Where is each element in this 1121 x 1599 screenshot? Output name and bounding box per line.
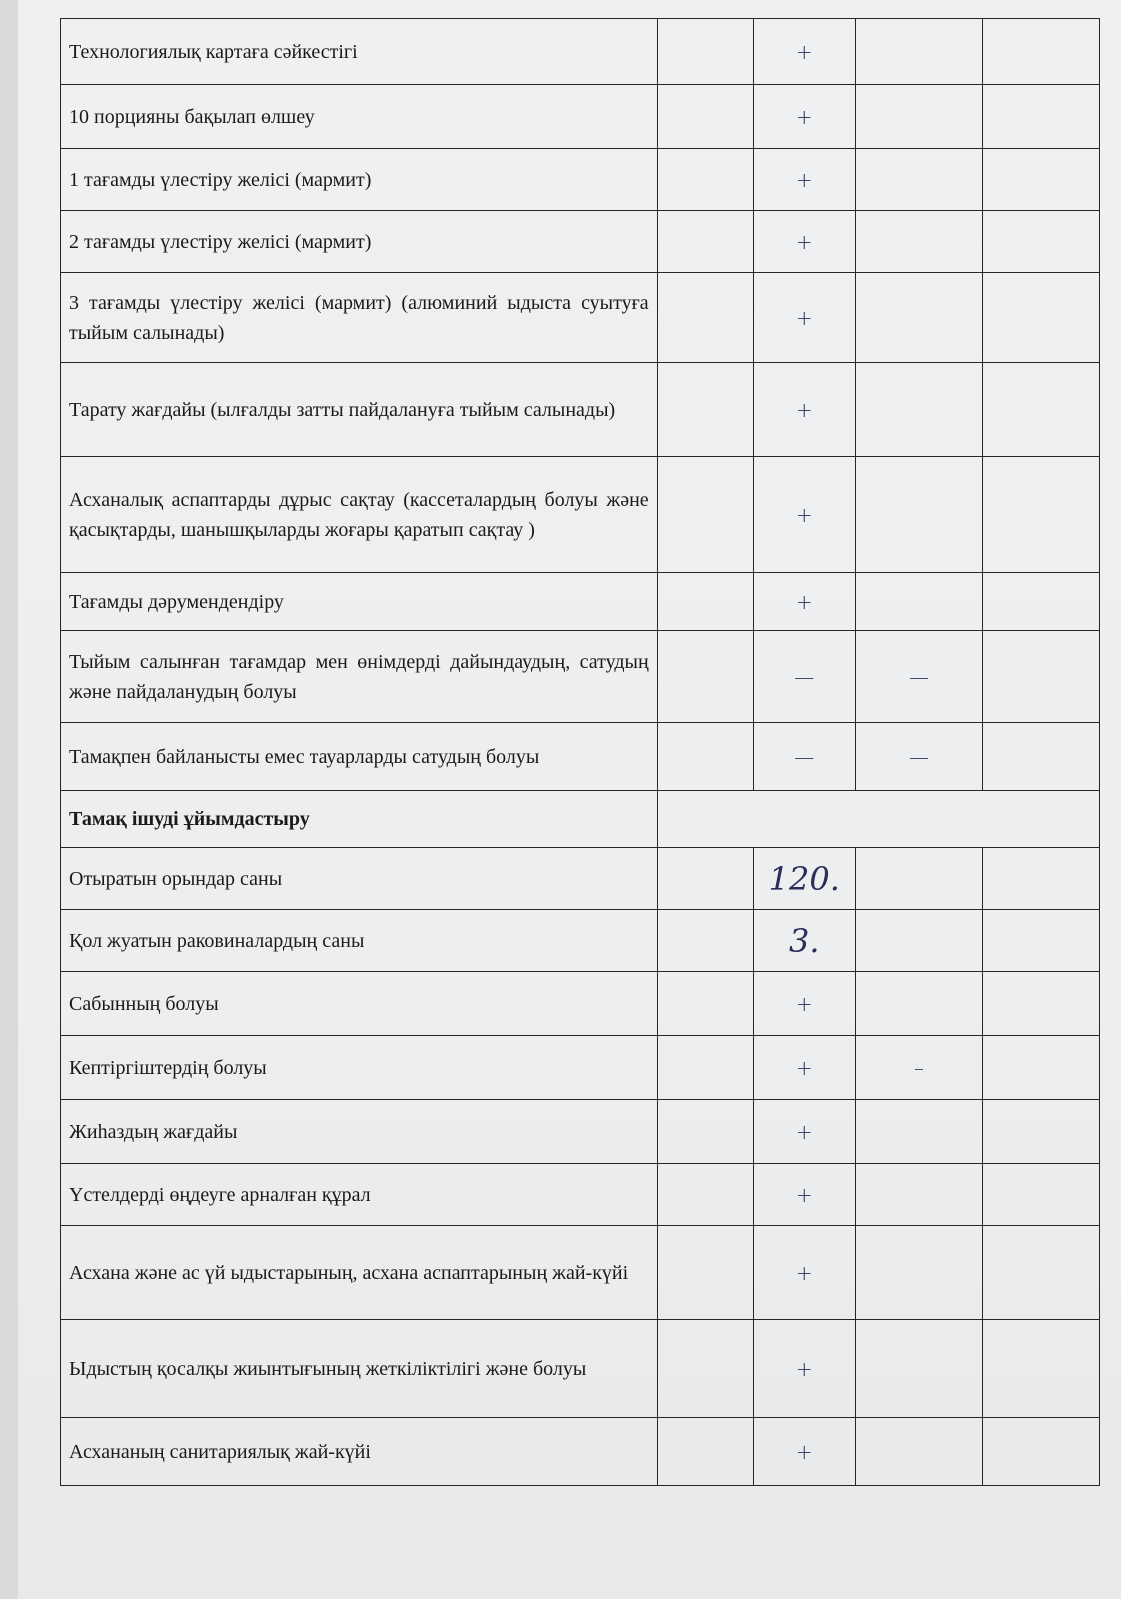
mark-cell-col2 [657,910,753,972]
criterion-cell: 3 тағамды үлестіру желісі (мармит) (алюминий ыдыста суытуға тыйым салынады) [61,273,658,363]
mark-cell-col4 [855,910,982,972]
table-row [61,910,1100,972]
criterion-cell: 2 тағамды үлестіру желісі (мармит) [61,211,658,273]
mark-cell-col4 [855,573,982,631]
criterion-cell: Технологиялық картаға сәйкестігі [61,19,658,85]
mark-cell-col3: + [753,1100,855,1164]
mark-cell-col4 [855,972,982,1036]
mark-cell-col5 [983,573,1100,631]
mark-cell-col4 [855,85,982,149]
table-row [61,1226,1100,1320]
mark-cell-col4: – [855,1036,982,1100]
mark-cell-col2 [657,848,753,910]
section-header-row [61,791,1100,848]
criterion-cell: Отыратын орындар саны [61,848,658,910]
criterion-cell: Ыдыстың қосалқы жиынтығының жеткіліктілігі және болуы [61,1320,658,1418]
mark-cell-col3: + [753,149,855,211]
mark-cell-col4 [855,211,982,273]
mark-cell-col3: 3. [753,910,855,972]
table-row [61,1164,1100,1226]
mark-cell-col4 [855,1418,982,1486]
mark-cell-col3: + [753,1036,855,1100]
table-row [61,363,1100,457]
mark-cell-col4 [855,19,982,85]
mark-cell-col2 [657,149,753,211]
table-row [61,972,1100,1036]
table-row [61,85,1100,149]
mark-cell-col3: + [753,363,855,457]
mark-cell-col3: + [753,1320,855,1418]
table-row [61,723,1100,791]
table-row [61,848,1100,910]
mark-cell-col3: — [753,723,855,791]
mark-cell-col2 [657,363,753,457]
criterion-cell: Қол жуатын раковиналардың саны [61,910,658,972]
criterion-cell: 1 тағамды үлестіру желісі (мармит) [61,149,658,211]
mark-cell-col3: + [753,457,855,573]
mark-cell-col5 [983,723,1100,791]
mark-cell-col2 [657,1418,753,1486]
mark-cell-col5 [983,1100,1100,1164]
mark-cell-col2 [657,1036,753,1100]
mark-cell-col5 [983,363,1100,457]
mark-cell-col5 [983,1226,1100,1320]
mark-cell-col3: + [753,1164,855,1226]
mark-cell-col4 [855,1320,982,1418]
paper-sheet [18,0,1121,1599]
mark-cell-col5 [983,1418,1100,1486]
mark-cell-col2 [657,972,753,1036]
mark-cell-col3: + [753,1226,855,1320]
criterion-cell: Сабынның болуы [61,972,658,1036]
table-row [61,149,1100,211]
table-row [61,1100,1100,1164]
mark-cell-col2 [657,85,753,149]
criterion-cell: Кептіргіштердің болуы [61,1036,658,1100]
mark-cell-col2 [657,1100,753,1164]
mark-cell-col5 [983,273,1100,363]
mark-cell-col4 [855,848,982,910]
section-title: Тамақ ішуді ұйымдастыру [61,791,658,848]
criterion-cell: Асхана және ас үй ыдыстарының, асхана аспаптарының жай-күйі [61,1226,658,1320]
mark-cell-col3: + [753,573,855,631]
mark-cell-col4 [855,363,982,457]
mark-cell-col2 [657,1164,753,1226]
mark-cell-col4 [855,273,982,363]
mark-cell-col5 [983,1164,1100,1226]
criterion-cell: 10 порцияны бақылап өлшеу [61,85,658,149]
mark-cell-col2 [657,457,753,573]
criterion-cell: Жиһаздың жағдайы [61,1100,658,1164]
mark-cell-col4 [855,1164,982,1226]
criterion-cell: Асхананың санитариялық жай-күйі [61,1418,658,1486]
criterion-cell: Тарату жағдайы (ылғалды затты пайдалануға тыйым салынады) [61,363,658,457]
mark-cell-col2 [657,211,753,273]
mark-cell-col2 [657,573,753,631]
mark-cell-col5 [983,631,1100,723]
mark-cell-col3: + [753,273,855,363]
mark-cell-col5 [983,211,1100,273]
mark-cell-col5 [983,910,1100,972]
section-blank-cell [657,791,1099,848]
mark-cell-col2 [657,723,753,791]
mark-cell-col4: — [855,631,982,723]
mark-cell-col5 [983,19,1100,85]
table-row [61,211,1100,273]
mark-cell-col5 [983,457,1100,573]
mark-cell-col4 [855,149,982,211]
criterion-cell: Тамақпен байланысты емес тауарларды сатудың болуы [61,723,658,791]
mark-cell-col2 [657,273,753,363]
table-row [61,631,1100,723]
criterion-cell: Тыйым салынған тағамдар мен өнімдерді дайындаудың, сатудың және пайдаланудың болуы [61,631,658,723]
mark-cell-col4 [855,1226,982,1320]
table-row [61,1418,1100,1486]
mark-cell-col5 [983,1320,1100,1418]
mark-cell-col2 [657,1320,753,1418]
mark-cell-col4 [855,1100,982,1164]
mark-cell-col5 [983,149,1100,211]
table-row [61,1036,1100,1100]
criterion-cell: Асханалық аспаптарды дұрыс сақтау (кассеталардың болуы және қасықтарды, шанышқыларды жоғары қаратып сақтау ) [61,457,658,573]
mark-cell-col4: — [855,723,982,791]
mark-cell-col5 [983,85,1100,149]
table-row [61,457,1100,573]
mark-cell-col3: + [753,1418,855,1486]
mark-cell-col4 [855,457,982,573]
table-row [61,1320,1100,1418]
mark-cell-col3: + [753,211,855,273]
mark-cell-col5 [983,1036,1100,1100]
mark-cell-col3: — [753,631,855,723]
table-row [61,19,1100,85]
checklist-table [60,18,1100,1486]
mark-cell-col3: + [753,85,855,149]
table-row [61,273,1100,363]
mark-cell-col2 [657,1226,753,1320]
mark-cell-col3: + [753,972,855,1036]
mark-cell-col5 [983,972,1100,1036]
table-row [61,573,1100,631]
mark-cell-col3: + [753,19,855,85]
mark-cell-col2 [657,631,753,723]
mark-cell-col3: 120. [753,848,855,910]
criterion-cell: Үстелдерді өңдеуге арналған құрал [61,1164,658,1226]
mark-cell-col2 [657,19,753,85]
mark-cell-col5 [983,848,1100,910]
criterion-cell: Тағамды дәрумендендіру [61,573,658,631]
